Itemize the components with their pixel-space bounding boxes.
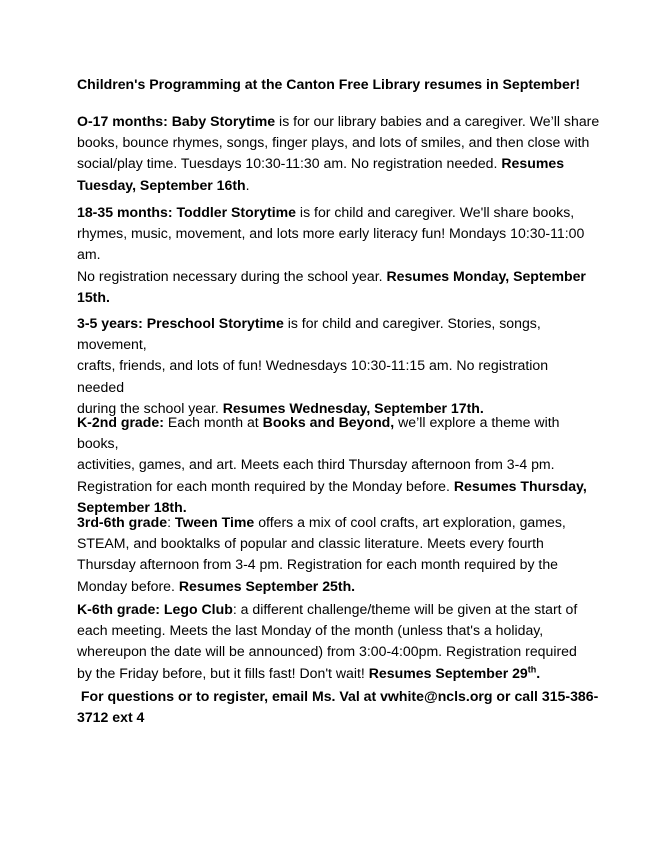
text-line: 3-5 years: Preschool Storytime is for child and caregiver. Stories, songs, [77, 315, 541, 331]
text-line: Tuesday, September 16th. [77, 176, 250, 193]
resume-date: September 18th. [77, 498, 187, 515]
text-line: whereupon the date will be announced) from 3:00-4:00pm. Registration required [77, 643, 577, 660]
text-line: am. [77, 246, 101, 263]
resume-date: 15th. [77, 288, 110, 305]
text-line: K-2nd grade: Each month at Books and Beyond, we’ll explore a theme with [77, 414, 560, 430]
text-line: by the Friday before, but it fills fast! Don't wait! Resumes September 29th. [77, 663, 541, 681]
contact-line: 3712 ext 4 [77, 709, 145, 726]
program-preschool-storytime [77, 313, 582, 419]
text-line: Registration for each month required by the Monday before. Resumes Thursday, [77, 477, 587, 494]
resume-date: Resumes Monday, September [386, 267, 586, 284]
text-line: 3rd-6th grade: Tween Time offers a mix of cool crafts, art exploration, games, [77, 514, 566, 530]
program-label: K-6th grade: Lego Club [77, 601, 233, 617]
program-label: 3rd-6th grade [77, 514, 168, 530]
page-title [77, 74, 582, 95]
resume-date: Resumes September 25th. [178, 577, 356, 594]
text-line: Monday before. Resumes September 25th. [77, 577, 356, 594]
program-label: K-2nd grade: [77, 414, 164, 430]
contact-info [77, 686, 599, 728]
text-line: social/play time. Tuesdays 10:30-11:30 am. No registration needed. Resumes [77, 155, 565, 172]
text-line: books, bounce rhymes, songs, finger plays, and lots of smiles, and then close with [77, 134, 590, 151]
text-line: movement, [77, 336, 147, 353]
text-line: crafts, friends, and lots of fun! Wednesdays 10:30-11:15 am. No registration [77, 357, 549, 374]
text-line: STEAM, and booktalks of popular and classic literature. Meets every fourth [77, 535, 544, 552]
text-line: needed [77, 378, 125, 395]
resume-date: Resumes Thursday, [453, 477, 587, 494]
program-label: 18-35 months: Toddler Storytime [77, 204, 297, 220]
text-line: books, [77, 435, 119, 452]
program-name: Tween Time [174, 514, 255, 530]
resume-date: Resumes Wednesday, September 17th. [222, 399, 484, 416]
text-line: No registration necessary during the school year. Resumes Monday, September [77, 267, 586, 284]
program-toddler-storytime [77, 202, 586, 308]
program-lego-club [77, 599, 582, 684]
contact-line: For questions or to register, email Ms. Val at vwhite@ncls.org or call 315-386- [77, 688, 599, 704]
program-baby-storytime [77, 111, 600, 196]
page-title-text: Children's Programming at the Canton Free Library resumes in September! [77, 76, 581, 92]
program-label: 3-5 years: Preschool Storytime [77, 315, 284, 331]
text-line: K-6th grade: Lego Club: a different challenge/theme will be given at the start of [77, 601, 578, 617]
text-line: during the school year. Resumes Wednesday, September 17th. [77, 399, 484, 416]
program-books-and-beyond [77, 412, 587, 518]
text-line [77, 287, 582, 308]
program-tween-time [77, 512, 582, 597]
ordinal-suffix: th [527, 663, 537, 674]
program-name: Books and Beyond, [262, 414, 395, 430]
resume-date: Resumes [501, 155, 565, 172]
text-line: each meeting. Meets the last Monday of the month (unless that's a holiday, [77, 622, 544, 639]
text-line: Thursday afternoon from 3-4 pm. Registration for each month required by the [77, 556, 558, 573]
resume-date: Tuesday, September 16th [77, 176, 246, 193]
text-line: activities, games, and art. Meets each third Thursday afternoon from 3-4 pm. [77, 456, 555, 473]
text-line: rhymes, music, movement, and lots more early literacy fun! Mondays 10:30-11:00 [77, 225, 585, 242]
text-line: O-17 months: Baby Storytime is for our library babies and a caregiver. We’ll share [77, 113, 600, 129]
program-label: O-17 months: Baby Storytime [77, 113, 276, 129]
resume-date: Resumes September 29th. [368, 663, 541, 681]
text-line: 18-35 months: Toddler Storytime is for child and caregiver. We'll share books, [77, 204, 575, 220]
